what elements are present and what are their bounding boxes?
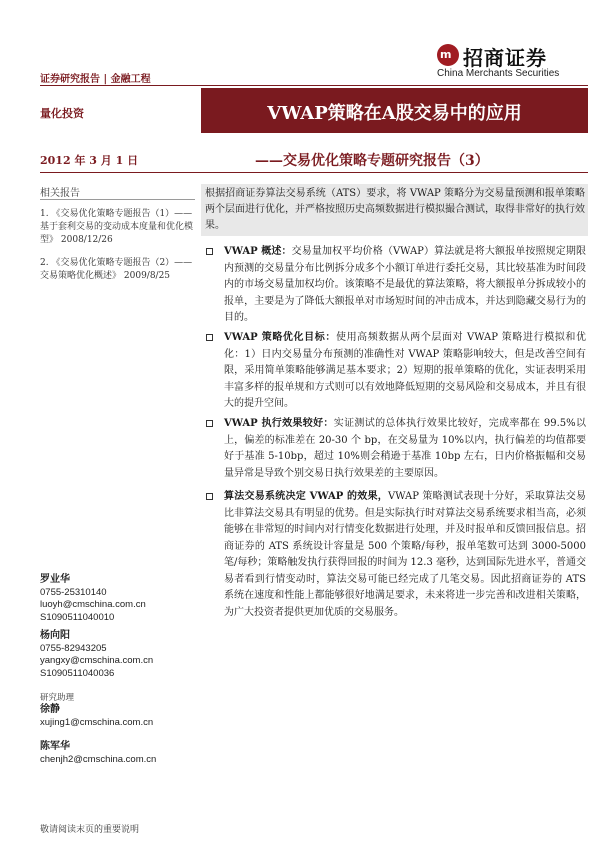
logo-mark-icon: [437, 44, 459, 66]
bullet-square-icon: [206, 420, 213, 427]
footer-disclaimer: 敬请阅读末页的重要说明: [40, 825, 140, 835]
analyst-email[interactable]: yangxy@cmschina.com.cn: [40, 655, 154, 666]
key-point: [206, 244, 586, 327]
key-point-heading: VWAP 策略优化目标：: [224, 332, 336, 343]
related-report-item[interactable]: [40, 257, 200, 283]
key-point-body: 交易量加权平均价格（VWAP）算法就是将大额报单按照规定期限内预测的交易量分布比例拆分成多个小额订单进行委托交易，其比较基准为时间段内的市场交易量加权均价。该策略不是最优的算法策略，将大额报单分拆成较小的报单，主要是为了降低大额报单对市场短时间的冲击成本，并达到隐藏交易行为的目的。: [224, 246, 587, 323]
related-reports-title: 相关报告: [40, 188, 80, 199]
related-report-item[interactable]: [40, 208, 200, 247]
key-point-heading: VWAP 概述：: [224, 246, 292, 257]
analyst-contact: [40, 574, 146, 624]
assistant-contact: [40, 704, 153, 729]
related-divider: [40, 199, 195, 200]
assistant-label: 研究助理: [40, 693, 75, 703]
key-point-body: VWAP 策略测试表现十分好，采取算法交易比非算法交易具有明显的优势。但是实际执行时对算法交易系统要求相当高，必须能够在非常短的时间内对行情变化数据进行处理，并及时报单和反馈回报信息。招商证券的 ATS 系统设计容量是 500 个策略/每秒，报单笔数可达到 3000-5000 笔/每秒；策略触发执行获得回报的时间为 12.3 毫秒，达到国际先进水平，普通交易者看到行情变动时，算法交易可能已经完成了几笔交易。因此招商证券的 ATS 系统在速度和性能上都能够很好地满足要求，未来将进一步完善和改进相关策略，为广大投资者提供更加优质的交易服务。: [224, 491, 586, 618]
bullet-square-icon: [206, 493, 213, 500]
related-report-date: 2008/12/26: [60, 235, 113, 245]
summary-text: 根据招商证券算法交易系统（ATS）要求，将 VWAP 策略分为交易量预测和报单策略两个层面进行优化，并严格按照历史高频数据进行模拟撮合测试，取得非常好的执行效果。: [205, 188, 585, 231]
analyst-cert: S1090511040036: [40, 667, 115, 679]
analyst-phone: 0755-25310140: [40, 586, 107, 598]
assistant-name: 陈军华: [40, 741, 70, 752]
key-point-heading: 算法交易系统决定 VWAP 的效果，: [224, 491, 388, 502]
section-label: 量化投资: [40, 107, 84, 120]
analyst-name: 杨向阳: [40, 630, 70, 641]
key-point-body: 使用高频数据从两个层面对 VWAP 策略进行模拟和优化：1）日内交易量分布预测的准确性对 VWAP 策略影响较大，但是改善空间有限，采用简单策略能够满足基本要求；2）短期的报单策略的优化，实证表明采用丰富多样的报单规和方式则可以有效地降低短期的交易风险和交易成本，并且有很大的提升空间。: [224, 332, 587, 409]
assistant-email[interactable]: chenjh2@cmschina.com.cn: [40, 753, 157, 765]
logo-mark-text: m: [440, 48, 451, 61]
analyst-name: 罗业华: [40, 574, 70, 585]
related-report-text: 1. 《交易优化策略专题报告（1）——基于套利交易的变动成本度量和优化模型》: [40, 209, 194, 245]
assistant-name: 徐静: [40, 704, 60, 715]
header-divider: [40, 85, 588, 86]
bullet-square-icon: [206, 334, 213, 341]
related-report-text: 2. 《交易优化策略专题报告（2）——交易策略优化概述》: [40, 258, 193, 281]
bullet-square-icon: [206, 248, 213, 255]
related-report-date: 2009/8/25: [123, 271, 171, 281]
subtitle-divider: [40, 172, 588, 173]
key-point: [206, 416, 586, 482]
logo-chinese-name: 招商证券: [463, 46, 547, 70]
analyst-email[interactable]: luoyh@cmschina.com.cn: [40, 599, 146, 610]
key-point-heading: VWAP 执行效果较好：: [224, 418, 334, 429]
title-banner: [201, 88, 588, 133]
company-logo: [437, 42, 587, 82]
analyst-contact: [40, 630, 153, 680]
key-point: [206, 489, 586, 621]
assistant-email[interactable]: xujing1@cmschina.com.cn: [40, 716, 154, 728]
assistant-contact: [40, 741, 156, 766]
key-point: [206, 330, 586, 413]
report-date: 2012 年 3 月 1 日: [40, 154, 139, 167]
analyst-phone: 0755-82943205: [40, 642, 107, 654]
report-subtitle: ——交易优化策略专题研究报告（3）: [255, 153, 489, 169]
analyst-cert: S1090511040010: [40, 611, 115, 623]
summary-box: [201, 184, 588, 236]
logo-english-name: China Merchants Securities: [437, 68, 560, 79]
key-point-body: 实证测试的总体执行效果比较好，完成率都在 99.5%以上，偏差的标准差在 20-30 个 bp，在交易量为 10%以内，执行偏差的均值都要好于基准 5-10bp，超过 10%则会稍逊于基准 10bp 左右，日内价格振幅和交易量异常是导致个别交易日执行效果差的主要原因。: [224, 418, 586, 479]
page-title: VWAP策略在A股交易中的应用: [267, 103, 522, 124]
breadcrumb: 证券研究报告 | 金融工程: [40, 74, 151, 85]
